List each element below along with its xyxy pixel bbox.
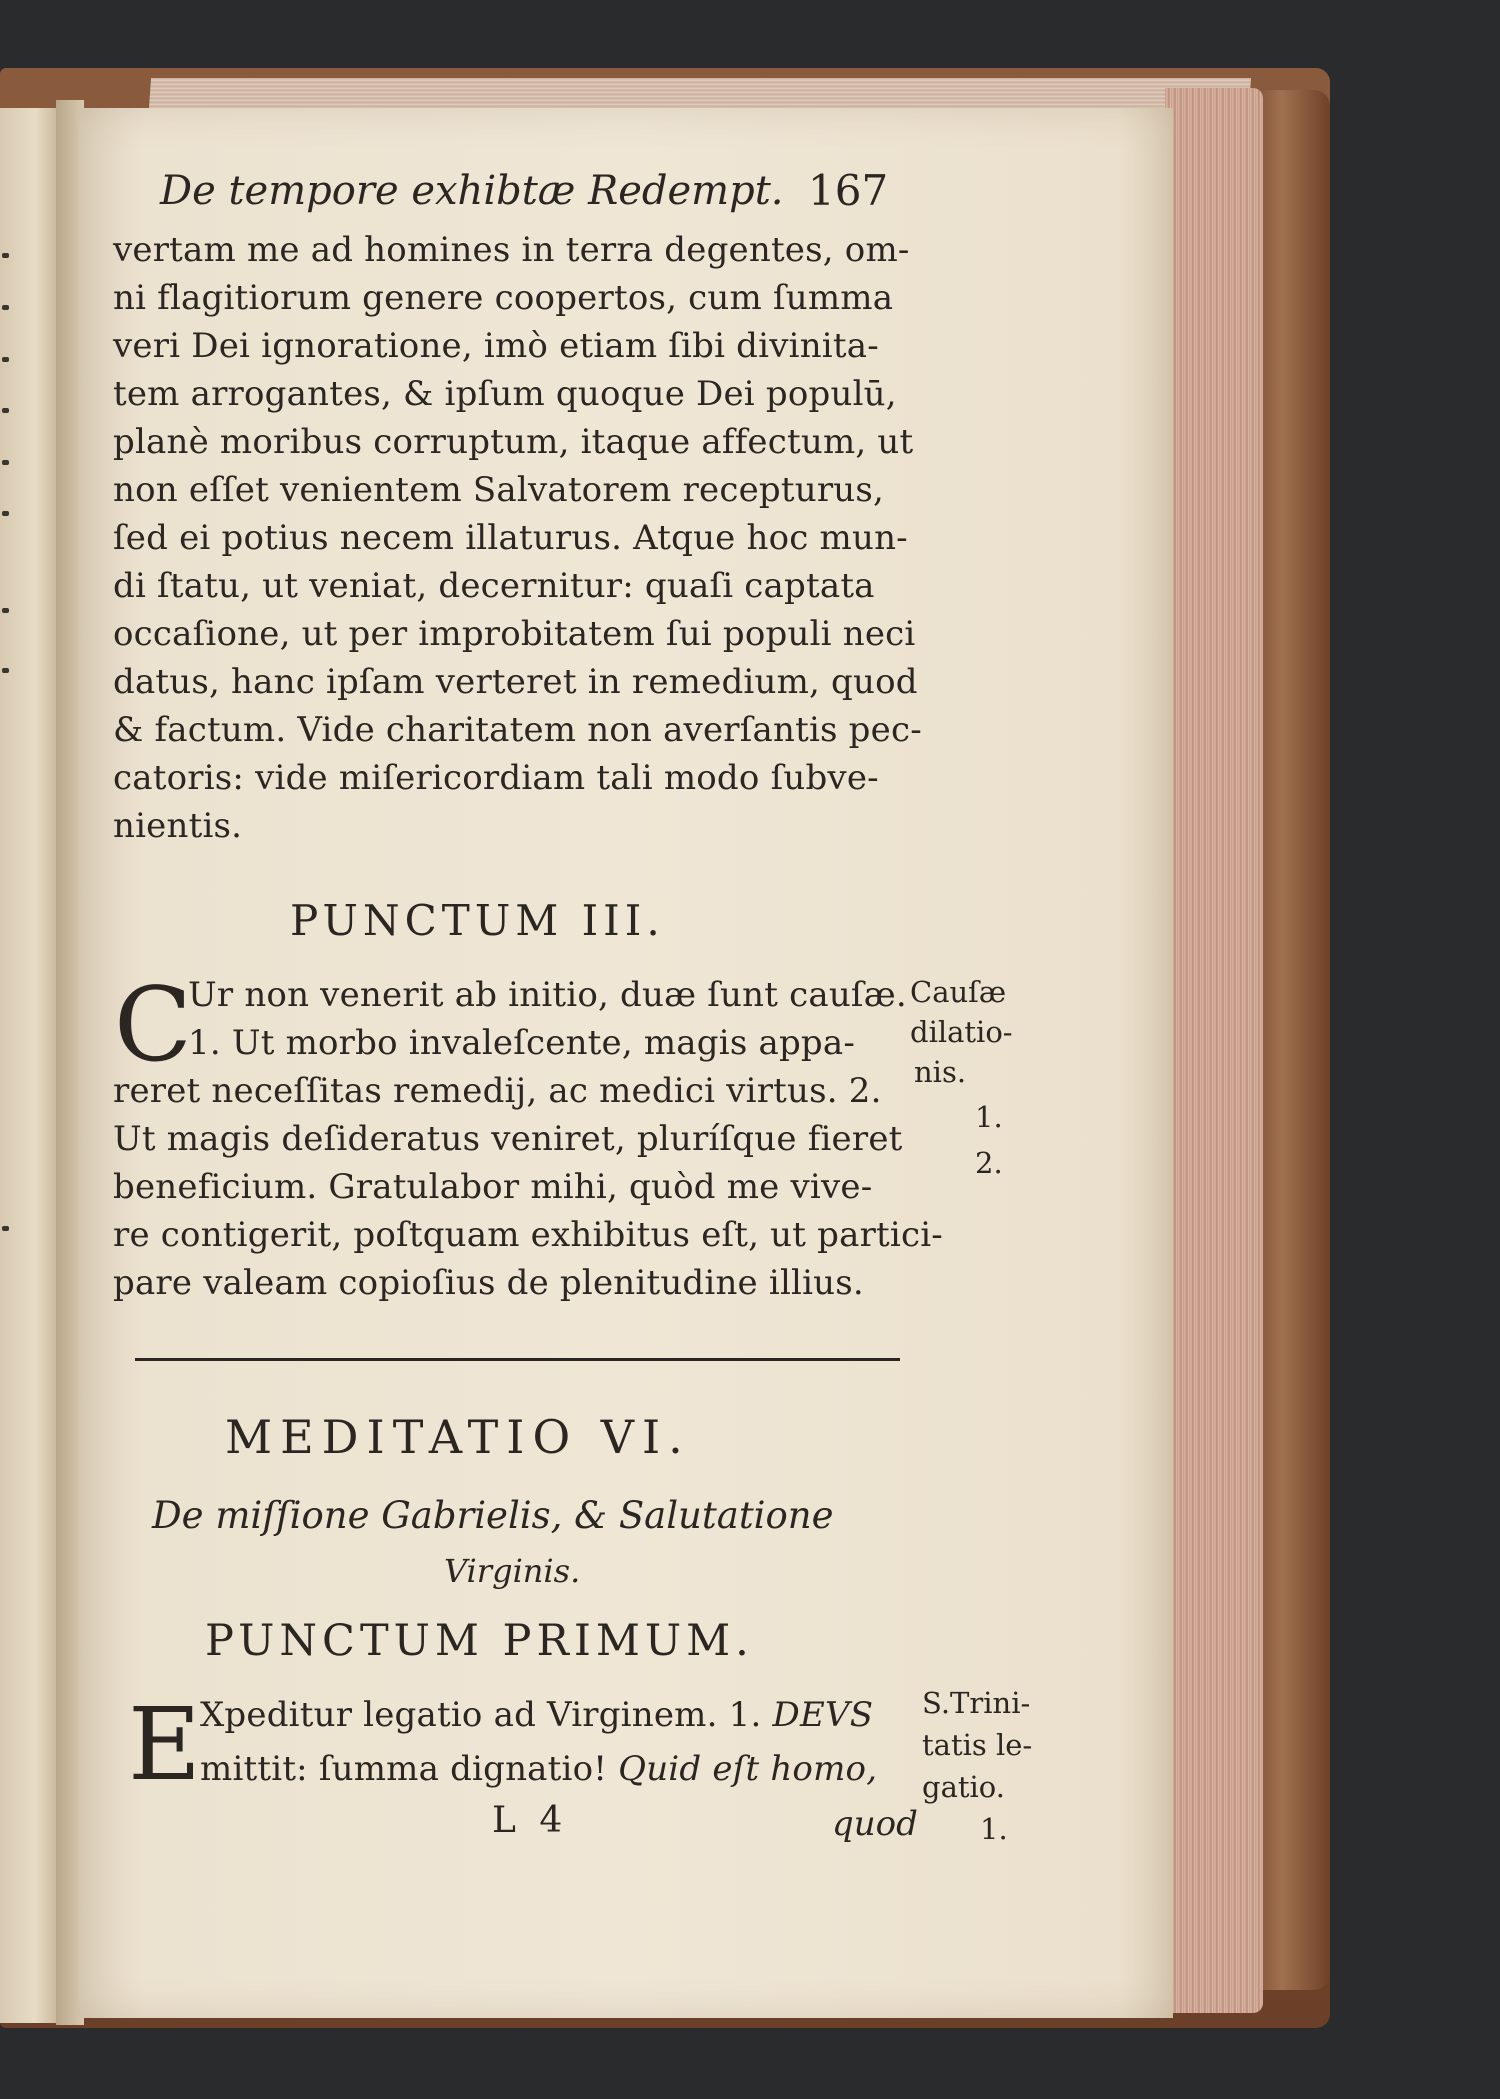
margin-note: Cauſæ <box>910 975 1007 1009</box>
left-page-ink-mark <box>2 1226 9 1231</box>
margin-note: nis. <box>914 1055 967 1089</box>
page-number: 167 <box>808 166 889 215</box>
left-page-ink-mark <box>2 668 9 673</box>
left-page-ink-mark <box>2 511 9 516</box>
text-line: Ut magis deſideratus veniret, pluríſque fieret <box>113 1119 903 1159</box>
text-line: ni flagitiorum genere coopertos, cum ſumma <box>113 278 894 318</box>
signature-mark: L 4 <box>492 1800 569 1841</box>
text-line: tem arrogantes, & ipſum quoque Dei populū, <box>113 374 897 414</box>
margin-note: 2. <box>975 1146 1003 1180</box>
line1-text: Xpeditur legatio ad Virginem. 1. <box>200 1695 762 1735</box>
left-page-ink-mark <box>2 253 9 258</box>
text-line <box>200 1749 877 1789</box>
page-fore-edges <box>1165 88 1263 2013</box>
meditatio-subtitle-line2: Virginis. <box>444 1552 581 1590</box>
text-line: planè moribus corruptum, itaque affectum, ut <box>113 422 914 462</box>
text-line: reret neceſſitas remedij, ac medici virtus. 2. <box>113 1071 882 1111</box>
margin-note: dilatio- <box>910 1015 1013 1049</box>
margin-note: gatio. <box>922 1770 1005 1804</box>
left-page-ink-mark <box>2 357 9 362</box>
text-line: 1. Ut morbo invaleſcente, magis appa- <box>188 1023 856 1063</box>
text-line: non eſſet venientem Salvatorem recepturus, <box>113 470 885 510</box>
left-page-ink-mark <box>2 408 9 413</box>
text-line: & factum. Vide charitatem non averſantis pec- <box>113 710 922 750</box>
margin-note: S.Trini- <box>922 1686 1031 1720</box>
text-line: re contigerit, poſtquam exhibitus eſt, ut partici- <box>113 1215 943 1255</box>
dropcap-c: C <box>114 966 193 1085</box>
catchword: quod <box>832 1804 918 1844</box>
punctum-primum-heading: PUNCTUM PRIMUM. <box>205 1616 754 1666</box>
section-divider <box>135 1358 900 1361</box>
text-line: di ſtatu, ut veniat, decernitur: quaſi captata <box>113 566 875 606</box>
punctum-iii-heading: PUNCTUM III. <box>290 896 665 945</box>
text-line: pare valeam copioſius de plenitudine illius. <box>113 1263 864 1303</box>
line2-text: mittit: ſumma dignatio! <box>200 1749 608 1789</box>
line2-italic: Quid eſt homo, <box>618 1749 878 1789</box>
text-line: vertam me ad homines in terra degentes, om- <box>113 230 910 270</box>
margin-note: tatis le- <box>922 1728 1033 1762</box>
margin-note: 1. <box>980 1812 1008 1846</box>
running-head-title: De tempore exhibtæ Redempt. <box>160 168 784 214</box>
text-line: beneficium. Gratulabor mihi, quòd me vive- <box>113 1167 873 1207</box>
text-line: veri Dei ignoratione, imò etiam ſibi divinita- <box>113 326 879 366</box>
text-line: Ur non venerit ab initio, duæ ſunt cauſæ. <box>188 975 907 1015</box>
meditatio-subtitle-line1: De miſſione Gabrielis, & Salutatione <box>152 1494 834 1537</box>
text-line: datus, hanc ipſam verteret in remedium, quod <box>113 662 918 702</box>
left-page-ink-mark <box>2 305 9 310</box>
dropcap-e: E <box>128 1686 201 1803</box>
text-line: nientis. <box>113 806 243 846</box>
meditatio-heading: MEDITATIO VI. <box>225 1410 691 1464</box>
left-page-sliver <box>0 108 58 2023</box>
left-page-ink-mark <box>2 608 9 613</box>
text-line: ſed ei potius necem illaturus. Atque hoc mun- <box>113 518 908 558</box>
line1-italic: DEVS <box>772 1695 874 1735</box>
left-page-ink-mark <box>2 460 9 465</box>
text-line <box>200 1695 873 1735</box>
margin-note: 1. <box>975 1100 1003 1134</box>
text-line: occaſione, ut per improbitatem ſui populi neci <box>113 614 916 654</box>
text-line: catoris: vide miſericordiam tali modo ſubve- <box>113 758 879 798</box>
page-top-edges <box>149 78 1251 108</box>
